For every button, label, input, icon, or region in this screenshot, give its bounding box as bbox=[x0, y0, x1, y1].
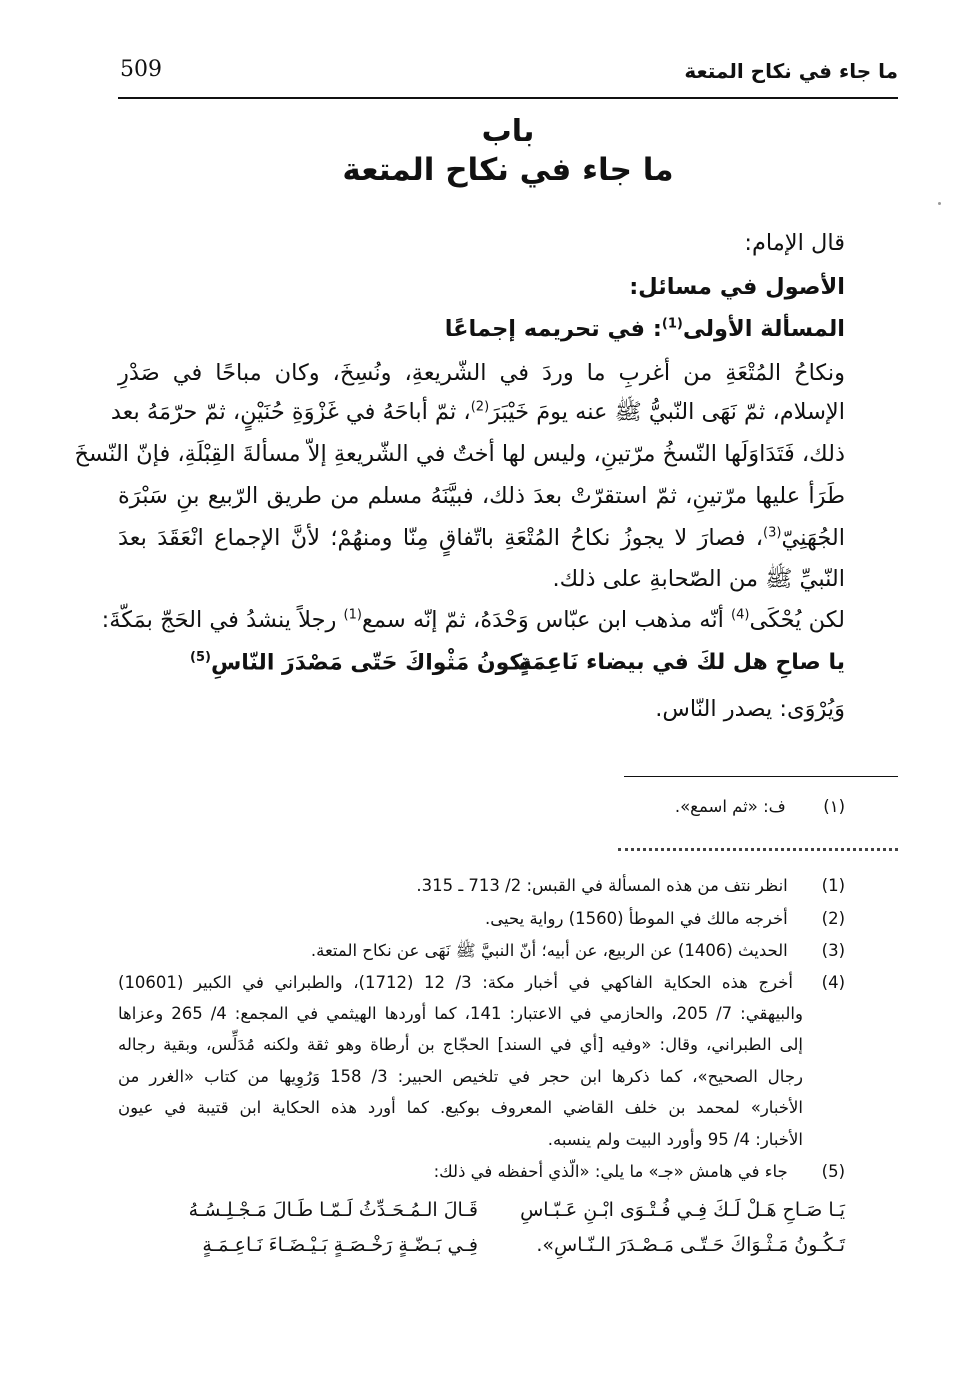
footnote-text: جاء في هامش «جـ» ما يلي: «الّذي أحفظه في ذلك: bbox=[433, 1162, 788, 1181]
footnote bbox=[118, 876, 845, 895]
usul-heading: الأصول في مسائل: bbox=[629, 274, 845, 300]
footnote-ref: (4) bbox=[731, 607, 750, 623]
footnote-text: أخرجه مالك في الموطأ (1560) رواية يحيى. bbox=[485, 909, 788, 928]
footnote-separator bbox=[624, 776, 898, 777]
footnote bbox=[118, 909, 845, 928]
upper-footnote bbox=[118, 797, 845, 816]
running-title: ما جاء في نكاح المتعة bbox=[684, 59, 898, 83]
body-line-2b: ، ثمّ أباحَهُ في غَزْوَةِ حُنَيْنٍ، ثمّ حرّمَهُ بعد bbox=[110, 399, 471, 425]
dotted-separator bbox=[618, 848, 898, 851]
body-line-7c: رجلاً ينشدُ في الحَجّ بمَكّةَ: bbox=[101, 607, 344, 633]
footnote-text: أخرج هذه الحكاية الفاكهي في أخبار مكة: 3/ 12 (1712)، والطبراني في الكبير (10601) bbox=[118, 973, 793, 992]
body-line-1: ونكاحُ المُتْعَةِ من أغربِ ما وردَ في الشّريعةِ، ونُسِخَ، وكان مباحًا في صَدْرِ bbox=[118, 360, 845, 386]
footnote-num: (5) bbox=[821, 1162, 845, 1181]
poem-left-text: تكونُ مَثْواكَ حَتّى مَصْدَرَ النّاسِ bbox=[210, 650, 531, 676]
masala-rest: : في تحريمه إجماعًا bbox=[444, 316, 662, 342]
footnote-text: انظر نتف من هذه المسألة في القبس: 2/ 713 ـ 315. bbox=[416, 876, 788, 895]
footnote-ref: (1) bbox=[343, 607, 362, 623]
chapter-title: ما جاء في نكاح المتعة bbox=[342, 152, 674, 188]
body-line-9: وَيُرْوَى: يصدر النّاس. bbox=[655, 696, 845, 722]
chapter-label: باب bbox=[481, 114, 535, 149]
footnote-text: الحديث (1406) عن الربيع، عن أبيه؛ أنّ النبيَّ ﷺ نَهَى عن نكاح المتعة. bbox=[310, 941, 788, 960]
body-line-7a: لكن يُحْكَى bbox=[749, 607, 845, 633]
body-line-2 bbox=[110, 399, 845, 431]
verse-1-right: يَـا صَـاحِ هَـلْ لَـكَ فِـي فُـتْـوَى ابْـنِ عَـبّـاسِ bbox=[520, 1199, 845, 1221]
footnote-continuation: الأخبار» لمحمد بن خلف القاضي المعروف بوكيع. كما أورد هذه الحكاية ابن قتيبة في عيون bbox=[118, 1098, 803, 1117]
page-number: 509 bbox=[120, 57, 162, 82]
footnote-ref: (1) bbox=[661, 316, 683, 332]
body-line-6: النّبيِّ ﷺ من الصّحابةِ على ذلك. bbox=[552, 566, 845, 592]
imam-line: قال الإمام: bbox=[744, 230, 845, 256]
masala-heading bbox=[445, 316, 845, 342]
body-line-7b: أنّه مذهب ابن عبّاس وَحْدَهُ، ثمّ إنّه سمع bbox=[361, 607, 732, 633]
verse-2-right: تَـكُـونُ مَـثْـوَاكَ حَـتّـى مَـصْـدَرَ الـنّـاسِ». bbox=[536, 1234, 845, 1256]
upper-footnote-num: (١) bbox=[823, 797, 845, 816]
footnote bbox=[118, 1162, 845, 1181]
body-line-5 bbox=[118, 525, 845, 551]
footnote-num: (3) bbox=[821, 941, 845, 960]
footnote-num: (2) bbox=[821, 909, 845, 928]
body-line-5b: ، فصارَ لا يجوزُ نكاحُ المُتْعَةِ باتّفاقٍ مِنّا ومنهُمْ؛ لأنَّ الإجماع انْعَقَدَ بعدَ bbox=[118, 525, 764, 551]
upper-footnote-text: ف: «ثم اسمع». bbox=[674, 797, 786, 816]
footnote bbox=[118, 973, 845, 992]
footnote-ref: (5) bbox=[190, 650, 211, 665]
body-line-7 bbox=[101, 607, 845, 633]
masala-label: المسألة الأولى bbox=[682, 316, 845, 342]
footnote-num: (1) bbox=[821, 876, 845, 895]
footnote-continuation: الأخبار: 4/ 95 وأورد البيت ولم ينسبه. bbox=[547, 1130, 803, 1149]
footnote-ref: (2) bbox=[470, 399, 490, 415]
body-line-4: طَرَأ عليها مرّتينِ، ثمّ استقرّتْ بعدَ ذلك، فبيَّنَهُ مسلم من طريق الرّبيع بنِ سَبْرَة bbox=[118, 483, 845, 509]
footnote-continuation: إلى الطبراني، وقال: «وفيه [أي في السند] الحجّاج بن أرطاة وهو ثقة ولكنه مُدَلِّس، وبقية رجاله bbox=[118, 1035, 803, 1054]
footnote-continuation: والبيهقي: 7/ 205، والحازمي في الاعتبار: 141، كما أوردها الهيثمي في المجمع: 4/ 265 وعزاها bbox=[118, 1004, 803, 1023]
footnote-ref: (3) bbox=[763, 525, 782, 541]
body-line-5a: الجُهَنِيّ bbox=[781, 525, 845, 551]
poem-hemistich-left bbox=[190, 650, 530, 675]
footnote-continuation: رجال الصحيح»، كما ذكرها ابن حجر في تلخيص الحبير: 3/ 158 وَرُوِيها من كتاب «الغرر من bbox=[118, 1067, 803, 1086]
body-line-3: ذلك، فَتَدَاوَلَها النّسخُ مرّتينِ، وليس لها أختٌ في الشّريعةِ إلاّ مسألةَ القِبْلَةِ، فإنّ النّسخَ bbox=[74, 441, 845, 467]
footnote-num: (4) bbox=[821, 973, 845, 992]
footnote bbox=[118, 941, 845, 965]
page-header bbox=[118, 55, 898, 99]
verse-2-left: فِـي بَـضّـةٍ رَخْـصَـةٍ بَـيْـضَـاءَ نَـاعِـمَـةٍ bbox=[202, 1234, 478, 1256]
margin-mark bbox=[938, 202, 941, 205]
verse-1-left: قَـالَ الـمُـحَـدِّثُ لَـمّـا طَـالَ مَـجْـلِـسُـهُ bbox=[188, 1199, 478, 1221]
body-line-2a: الإسلام، ثمّ نَهَى النّبيُّ ﷺ عنه يومَ خَيْبَرَ bbox=[489, 399, 845, 425]
poem-hemistich-right: يا صاحِ هل لكَ في بيضاء نَاعِمَةٍ bbox=[518, 650, 845, 675]
